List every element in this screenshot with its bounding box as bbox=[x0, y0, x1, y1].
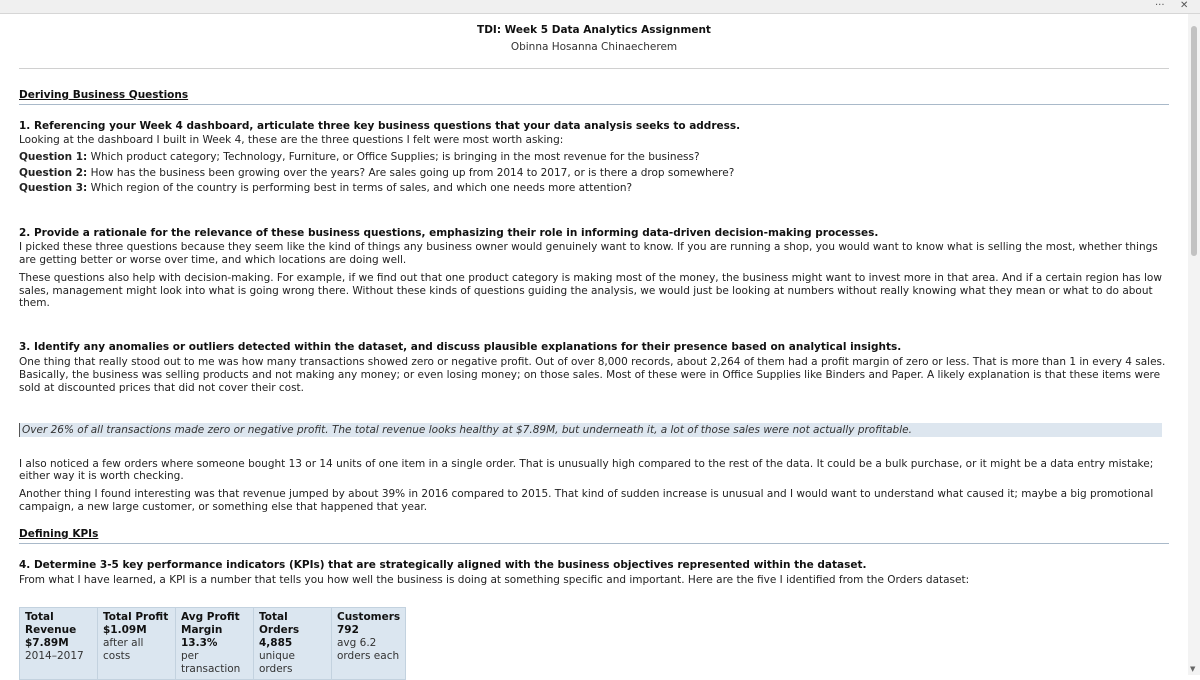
question-2-paragraph-1: I picked these three questions because they seem like the kind of things any business owner would genuinely want to know. If you are running a shop, you would want to know what is selling the most, whether things are getting better or worse over time, and which locations are doing well. bbox=[19, 241, 1158, 266]
question-3-paragraph-1: One thing that really stood out to me was how many transactions showed zero or negative profit. Out of over 8,000 records, about 2,264 of them had a profit margin of zero or less. That is more than 1 in every 4 sales. Basically, the business was selling products and not making any money; or even losing money; on those sales. Most of these were in Office Supplies like Binders and Paper. A likely explanation is that these items were sold at discounted prices that did not cover their cost. bbox=[19, 356, 1166, 394]
kpi-note: after all costs bbox=[103, 636, 144, 662]
scrollbar-thumb[interactable] bbox=[1191, 26, 1197, 256]
business-question-text: How has the business been growing over the years? Are sales going up from 2014 to 2017, or is there a drop somewhere? bbox=[87, 166, 735, 179]
question-2-paragraph-2: These questions also help with decision-making. For example, if we find out that one product category is making most of the money, the business might want to invest more in that area. And if a certain region has low sales, management might look into what is going wrong there. Without these kinds of questions guiding the analysis, we would just be looking at numbers without really knowing what they mean or what to do about them. bbox=[19, 271, 1162, 310]
header-divider bbox=[19, 68, 1169, 69]
scroll-down-arrow-icon[interactable]: ▼ bbox=[1190, 665, 1196, 673]
business-question-1 bbox=[19, 151, 1169, 164]
more-options-icon[interactable]: ··· bbox=[1155, 0, 1165, 11]
kpi-value: 4,885 bbox=[259, 636, 293, 649]
kpi-value: 792 bbox=[337, 623, 359, 636]
kpi-label: Avg Profit Margin bbox=[181, 610, 240, 636]
business-question-label: Question 3: bbox=[19, 182, 88, 195]
question-1-intro: Looking at the dashboard I built in Week 4, these are the three questions I felt were most worth asking: bbox=[19, 134, 564, 146]
document-author: Obinna Hosanna Chinaecherem bbox=[510, 41, 678, 53]
kpi-table bbox=[19, 607, 406, 680]
kpi-value: $7.89M bbox=[25, 636, 69, 649]
kpi-label: Total Profit bbox=[103, 610, 169, 623]
kpi-label: Customers bbox=[337, 610, 401, 623]
window-topbar bbox=[0, 0, 1200, 14]
kpi-cell-total-profit bbox=[98, 607, 176, 679]
document-title: TDI: Week 5 Data Analytics Assignment bbox=[477, 24, 711, 36]
question-2-heading: 2. Provide a rationale for the relevance of these business questions, emphasizing their role in informing data-driven decision-making processes. bbox=[19, 227, 879, 240]
kpi-cell-customers bbox=[332, 607, 406, 679]
section-heading-business-questions: Deriving Business Questions bbox=[19, 89, 1169, 105]
document-header bbox=[19, 23, 1169, 55]
business-question-text: Which product category; Technology, Furniture, or Office Supplies; is bringing in the most revenue for the business? bbox=[87, 150, 700, 163]
business-question-text: Which region of the country is performing best in terms of sales, and which one needs more attention? bbox=[87, 182, 633, 195]
question-4-intro: From what I have learned, a KPI is a number that tells you how well the business is doing at something specific and important. Here are the five I identified from the Orders dataset: bbox=[19, 573, 970, 586]
kpi-cell-avg-profit-margin bbox=[176, 607, 254, 679]
business-question-2 bbox=[19, 167, 1169, 180]
kpi-row bbox=[20, 607, 406, 679]
kpi-value: 13.3% bbox=[181, 636, 218, 649]
business-question-3 bbox=[19, 182, 1169, 195]
kpi-note: per transaction bbox=[181, 649, 241, 675]
business-question-label: Question 1: bbox=[19, 150, 88, 163]
anomaly-callout: Over 26% of all transactions made zero or negative profit. The total revenue looks healthy at $7.89M, but underneath it, a lot of those sales were not actually profitable. bbox=[19, 423, 1162, 437]
kpi-note: avg 6.2 orders each bbox=[337, 636, 400, 662]
vertical-scrollbar[interactable] bbox=[1188, 14, 1200, 675]
document-page bbox=[19, 14, 1169, 680]
close-icon[interactable]: ✕ bbox=[1180, 0, 1189, 11]
question-3-heading: 3. Identify any anomalies or outliers detected within the dataset, and discuss plausible explanations for their presence based on analytical insights. bbox=[19, 341, 902, 354]
kpi-note: 2014–2017 bbox=[25, 649, 84, 662]
kpi-label: Total Revenue bbox=[25, 610, 77, 636]
question-1-heading: 1. Referencing your Week 4 dashboard, articulate three key business questions that your data analysis seeks to address. bbox=[19, 120, 741, 132]
kpi-cell-total-orders bbox=[254, 607, 332, 679]
kpi-note: unique orders bbox=[259, 649, 296, 675]
business-question-label: Question 2: bbox=[19, 166, 88, 179]
section-heading-kpis: Defining KPIs bbox=[19, 528, 1169, 544]
kpi-label: Total Orders bbox=[259, 610, 300, 636]
kpi-cell-total-revenue bbox=[20, 607, 98, 679]
question-4-heading: 4. Determine 3-5 key performance indicators (KPIs) that are strategically aligned with the business objectives represented within the dataset. bbox=[19, 558, 867, 571]
kpi-value: $1.09M bbox=[103, 623, 147, 636]
question-3-paragraph-3: Another thing I found interesting was that revenue jumped by about 39% in 2016 compared to 2015. That kind of sudden increase is unusual and I would want to understand what caused it; maybe a big promotional campaign, a new large customer, or something else that happened that year. bbox=[19, 488, 1154, 513]
question-3-paragraph-2: I also noticed a few orders where someone bought 13 or 14 units of one item in a single order. That is unusually high compared to the rest of the data. It could be a bulk purchase, or it might be a data entry mistake; either way it is worth checking. bbox=[19, 457, 1154, 483]
